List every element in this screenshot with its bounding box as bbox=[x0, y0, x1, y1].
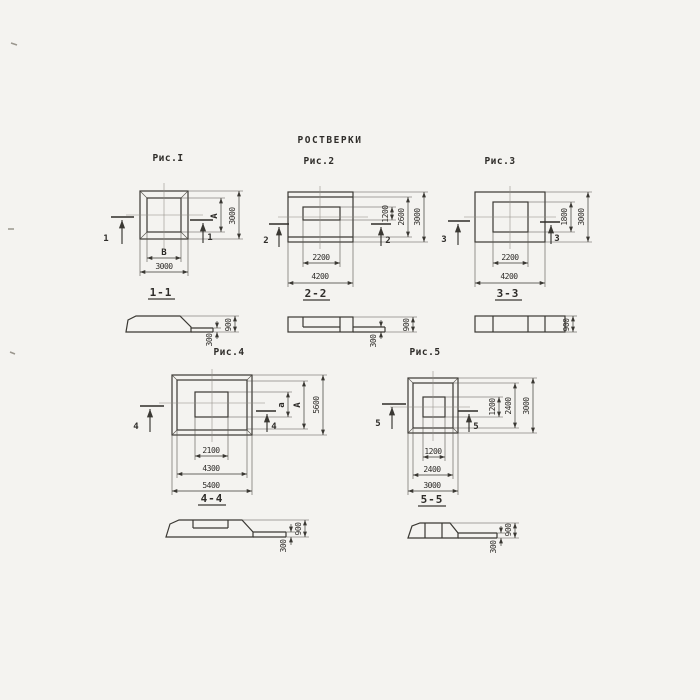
fig4-cut-mark-left bbox=[133, 406, 164, 432]
fig3-section-body bbox=[475, 316, 565, 332]
fig2-outer-height-text: 3000 bbox=[413, 208, 422, 226]
fig1-inner-width-text: В bbox=[161, 248, 167, 258]
figure-1-plan bbox=[103, 183, 243, 276]
fig2-dim-slab-height bbox=[369, 320, 381, 347]
fig3-recess-height-text: 1800 bbox=[560, 208, 569, 226]
figure-4-plan bbox=[133, 369, 327, 495]
fig5-cut-label-right: 5 bbox=[473, 422, 479, 432]
fig5-outer-height-text: 3000 bbox=[522, 397, 531, 415]
fig2-cut-mark-right bbox=[371, 224, 391, 246]
fig4-cut-label-left: 4 bbox=[133, 422, 139, 432]
figure-1-section-label: 1-1 bbox=[149, 286, 173, 299]
fig3-cut-label-right: 3 bbox=[554, 234, 560, 244]
fig2-total-height-text: 900 bbox=[402, 318, 411, 332]
fig4-outer-height-text: 5600 bbox=[312, 396, 321, 414]
fig4-recess-outline bbox=[195, 392, 228, 417]
fig3-dim-recess-width bbox=[493, 232, 528, 267]
fig4-mid-height-text: А bbox=[293, 402, 303, 408]
scan-artifacts bbox=[8, 43, 17, 354]
fig3-outer-width-text: 4200 bbox=[500, 272, 518, 281]
figure-5-label: Рис.5 bbox=[409, 347, 441, 358]
fig5-recess-height-text: 1200 bbox=[488, 398, 497, 416]
figure-1-label: Рис.I bbox=[152, 153, 184, 164]
figure-1 bbox=[103, 153, 243, 346]
fig1-slab-height-text: 300 bbox=[205, 333, 214, 347]
fig2-section-body bbox=[288, 317, 353, 332]
fig5-dim-outer-width bbox=[408, 433, 458, 495]
fig5-cut-label-left: 5 bbox=[375, 419, 381, 429]
figure-5 bbox=[375, 347, 537, 553]
fig2-recess-width-text: 2200 bbox=[312, 253, 330, 262]
fig5-outer-width-text: 3000 bbox=[423, 481, 441, 490]
figure-3-label: Рис.3 bbox=[484, 156, 516, 167]
figure-3-section-view bbox=[475, 287, 577, 332]
fig5-mid-width-text: 2400 bbox=[423, 465, 441, 474]
fig2-slab-height-text: 300 bbox=[369, 334, 378, 348]
fig4-total-height-text: 900 bbox=[294, 522, 303, 536]
fig1-section-body bbox=[126, 316, 191, 332]
fig4-dim-recess-height bbox=[228, 392, 292, 417]
figure-3-section-label: 3-3 bbox=[496, 287, 520, 300]
figure-5-section-label: 5-5 bbox=[420, 493, 444, 506]
fig1-cut-mark-left bbox=[103, 217, 134, 244]
fig2-dim-recess-width bbox=[303, 220, 340, 267]
figure-5-section-view bbox=[408, 493, 519, 553]
fig1-outer-width-text: 3000 bbox=[155, 262, 173, 271]
fig4-outer-width-text: 5400 bbox=[202, 481, 220, 490]
fig5-recess-width-text: 1200 bbox=[424, 447, 442, 456]
fig4-mid-width-text: 4300 bbox=[202, 464, 220, 473]
fig5-total-height-text: 900 bbox=[504, 523, 513, 537]
fig4-dim-slab-height bbox=[279, 524, 295, 552]
fig1-total-height-text: 900 bbox=[224, 318, 233, 332]
fig2-dim-recess-height bbox=[340, 205, 396, 223]
fig3-outer-height-text: 3000 bbox=[577, 208, 586, 226]
figure-4-section-label: 4-4 bbox=[200, 492, 224, 505]
fig5-dim-outer-height bbox=[458, 378, 537, 433]
fig1-dim-slab-height bbox=[205, 321, 221, 346]
fig2-recess-height-text: 1200 bbox=[381, 205, 390, 223]
figure-2-label: Рис.2 bbox=[303, 156, 335, 167]
fig5-dim-recess-width bbox=[423, 417, 445, 461]
figure-4-section-view bbox=[166, 492, 309, 552]
fig4-dim-outer-height bbox=[252, 375, 327, 435]
fig2-mid-height-text: 2600 bbox=[397, 208, 406, 226]
figure-2 bbox=[263, 156, 428, 347]
figure-2-plan bbox=[263, 186, 428, 287]
fig3-cut-mark-left bbox=[441, 221, 470, 245]
fig4-slab-height-text: 300 bbox=[279, 539, 288, 553]
fig2-recess-outline bbox=[303, 207, 340, 220]
fig3-cut-mark-right bbox=[540, 222, 560, 244]
fig2-dim-outer-width bbox=[288, 242, 353, 287]
fig4-dim-total-height bbox=[242, 520, 309, 537]
fig4-dim-recess-width bbox=[195, 417, 228, 460]
fig5-cut-mark-right bbox=[458, 411, 479, 432]
fig1-inner-height-text: А bbox=[210, 213, 220, 219]
figure-1-section-view bbox=[126, 286, 239, 346]
figure-4-label: Рис.4 bbox=[213, 347, 245, 358]
fig2-cut-label-left: 2 bbox=[263, 236, 269, 246]
fig1-cut-mark-right bbox=[190, 220, 213, 243]
fig2-cut-label-right: 2 bbox=[385, 236, 391, 246]
fig1-cut-label-right: 1 bbox=[207, 233, 213, 243]
fig5-dim-total-height bbox=[450, 523, 519, 538]
drawing-title: РОСТВЕРКИ bbox=[297, 135, 363, 146]
fig5-slab-height-text: 300 bbox=[489, 540, 498, 554]
figure-3 bbox=[441, 156, 592, 332]
figure-4 bbox=[133, 347, 327, 552]
fig5-dim-slab-height bbox=[489, 526, 505, 553]
figure-5-plan bbox=[375, 371, 537, 495]
figure-2-section-label: 2-2 bbox=[304, 287, 328, 300]
fig3-recess-width-text: 2200 bbox=[501, 253, 519, 262]
fig3-total-height-text: 900 bbox=[562, 318, 571, 332]
fig4-recess-width-text: 2100 bbox=[202, 446, 220, 455]
fig1-dim-total-height bbox=[180, 316, 239, 332]
fig3-cut-label-left: 3 bbox=[441, 235, 447, 245]
fig5-mid-height-text: 2400 bbox=[504, 397, 513, 415]
figure-3-plan bbox=[441, 186, 592, 287]
fig5-section-body bbox=[408, 523, 458, 538]
fig4-cut-label-right: 4 bbox=[271, 422, 277, 432]
fig5-cut-mark-left bbox=[375, 404, 406, 429]
fig4-recess-height-text: а bbox=[277, 402, 287, 408]
fig1-outer-height-text: 3000 bbox=[228, 207, 237, 225]
fig2-cut-mark-left bbox=[263, 224, 289, 247]
fig1-cut-label-left: 1 bbox=[103, 234, 109, 244]
fig5-dim-mid-height bbox=[453, 383, 519, 428]
fig2-outer-width-text: 4200 bbox=[311, 272, 329, 281]
fig3-dim-total-height bbox=[562, 316, 577, 332]
figure-2-section-view bbox=[288, 287, 417, 347]
